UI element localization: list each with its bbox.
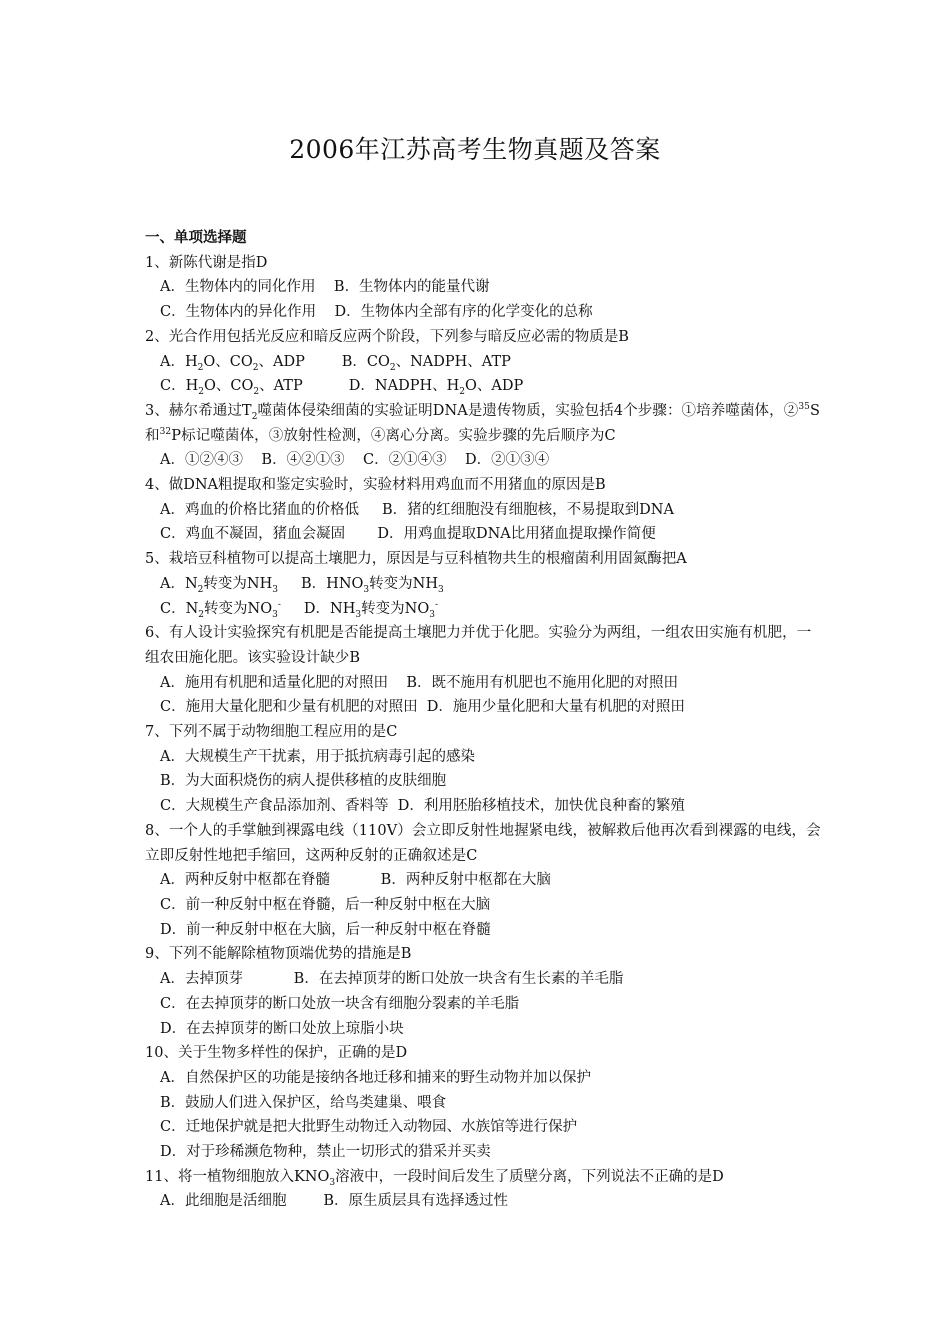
- question-8-stem: 8、一个人的手掌触到裸露电线（110V）会立即反射性地握紧电线，被解救后他再次看到裸露的电线，会立即反射性地把手缩回，这两种反射的正确叙述是C: [145, 822, 821, 864]
- question-10-option-a: A．自然保护区的功能是接纳各地迁移和捕来的野生动物并加以保护: [160, 1069, 591, 1086]
- document-content: [145, 226, 825, 1214]
- question-8-option-d: D．前一种反射中枢在大脑，后一种反射中枢在脊髓: [160, 921, 491, 938]
- question-10-option-b: B．鼓励人们进入保护区，给鸟类建巢、喂食: [160, 1094, 447, 1111]
- question-4-options-ab: A．鸡血的价格比猪血的价格低 B．猪的红细胞没有细胞核，不易提取到DNA: [160, 501, 674, 518]
- section-heading: 一、单项选择题: [145, 229, 247, 246]
- question-7-option-b: B．为大面积烧伤的病人提供移植的皮肤细胞: [160, 773, 447, 790]
- question-3-stem: 3、赫尔希通过$T_2$噬菌体侵染细菌的实验证明DNA是遗传物质，实验包括4个步骤：①培养噬菌体，②$^{35}$S和$^{32}$P标记噬菌体，③放射性检测，④离心分离。实验步骤的先后顺序为C: [145, 402, 821, 444]
- question-5-stem: 5、栽培豆科植物可以提高土壤肥力，原因是与豆科植物共生的根瘤菌利用固氮酶把A: [145, 551, 687, 568]
- question-11-stem: 11、将一植物细胞放入$KNO_3$溶液中，一段时间后发生了质壁分离，下列说法不正确的是D: [145, 1168, 724, 1188]
- question-5-options-cd: C．$N_2$转变为$NO_3^-$ D．$NH_3$转变为$NO_3^-$: [160, 599, 438, 620]
- question-2-stem: 2、光合作用包括光反应和暗反应两个阶段，下列参与暗反应必需的物质是B: [145, 328, 629, 345]
- question-7-stem: 7、下列不属于动物细胞工程应用的是C: [145, 724, 398, 741]
- question-9-options-ab: A．去掉顶芽 B．在去掉顶芽的断口处放一块含有生长素的羊毛脂: [160, 971, 624, 988]
- question-6-stem: 6、有人设计实验探究有机肥是否能提高土壤肥力并优于化肥。实验分为两组，一组农田实施有机肥，一组农田施化肥。该实验设计缺少B: [145, 625, 812, 666]
- question-2-options-ab: A．$H_2O$、$CO_2$、ADP B．$CO_2$、NADPH、ATP: [160, 353, 511, 373]
- document-title: 2006年江苏高考生物真题及答案: [289, 135, 661, 164]
- question-9-stem: 9、下列不能解除植物顶端优势的措施是B: [145, 946, 412, 963]
- question-5-options-ab: A．$N_2$转变为$NH_3$ B．$HNO_3$转变为$NH_3$: [160, 575, 444, 595]
- question-7-option-a: A．大规模生产干扰素，用于抵抗病毒引起的感染: [160, 748, 475, 765]
- question-8-options-ab: A．两种反射中枢都在脊髓 B．两种反射中枢都在大脑: [160, 872, 551, 889]
- question-1-options-ab: A．生物体内的同化作用 B．生物体内的能量代谢: [160, 279, 490, 296]
- question-10-option-c: C．迁地保护就是把大批野生动物迁入动物园、水族馆等进行保护: [160, 1119, 578, 1136]
- question-11-options-ab: A．此细胞是活细胞 B．原生质层具有选择透过性: [160, 1193, 508, 1210]
- question-6-options-cd: C．施用大量化肥和少量有机肥的对照田 D．施用少量化肥和大量有机肥的对照田: [160, 699, 685, 716]
- question-7-options-cd: C．大规模生产食品添加剂、香料等 D．利用胚胎移植技术，加快优良种畜的繁殖: [160, 798, 685, 815]
- question-2-options-cd: C．$H_2O$、$CO_2$、ATP D．NADPH、$H_2O$、ADP: [160, 378, 524, 398]
- question-4-options-cd: C．鸡血不凝固，猪血会凝固 D．用鸡血提取DNA比用猪血提取操作简便: [160, 526, 656, 543]
- question-6-options-ab: A．施用有机肥和适量化肥的对照田 B．既不施用有机肥也不施用化肥的对照田: [160, 674, 679, 691]
- question-10-option-d: D．对于珍稀濒危物种，禁止一切形式的猎采并买卖: [160, 1144, 491, 1161]
- question-1-options-cd: C．生物体内的异化作用 D．生物体内全部有序的化学变化的总称: [160, 304, 593, 321]
- question-9-option-c: C．在去掉顶芽的断口处放一块含有细胞分裂素的羊毛脂: [160, 995, 520, 1012]
- question-1-stem: 1、新陈代谢是指D: [145, 254, 268, 271]
- question-4-stem: 4、做DNA粗提取和鉴定实验时，实验材料用鸡血而不用猪血的原因是B: [145, 477, 606, 494]
- question-10-stem: 10、关于生物多样性的保护，正确的是D: [145, 1045, 408, 1062]
- question-3-options: A．①②④③ B．④②①③ C．②①④③ D．②①③④: [160, 452, 550, 469]
- question-9-option-d: D．在去掉顶芽的断口处放上琼脂小块: [160, 1020, 404, 1037]
- question-8-option-c: C．前一种反射中枢在脊髓，后一种反射中枢在大脑: [160, 896, 491, 913]
